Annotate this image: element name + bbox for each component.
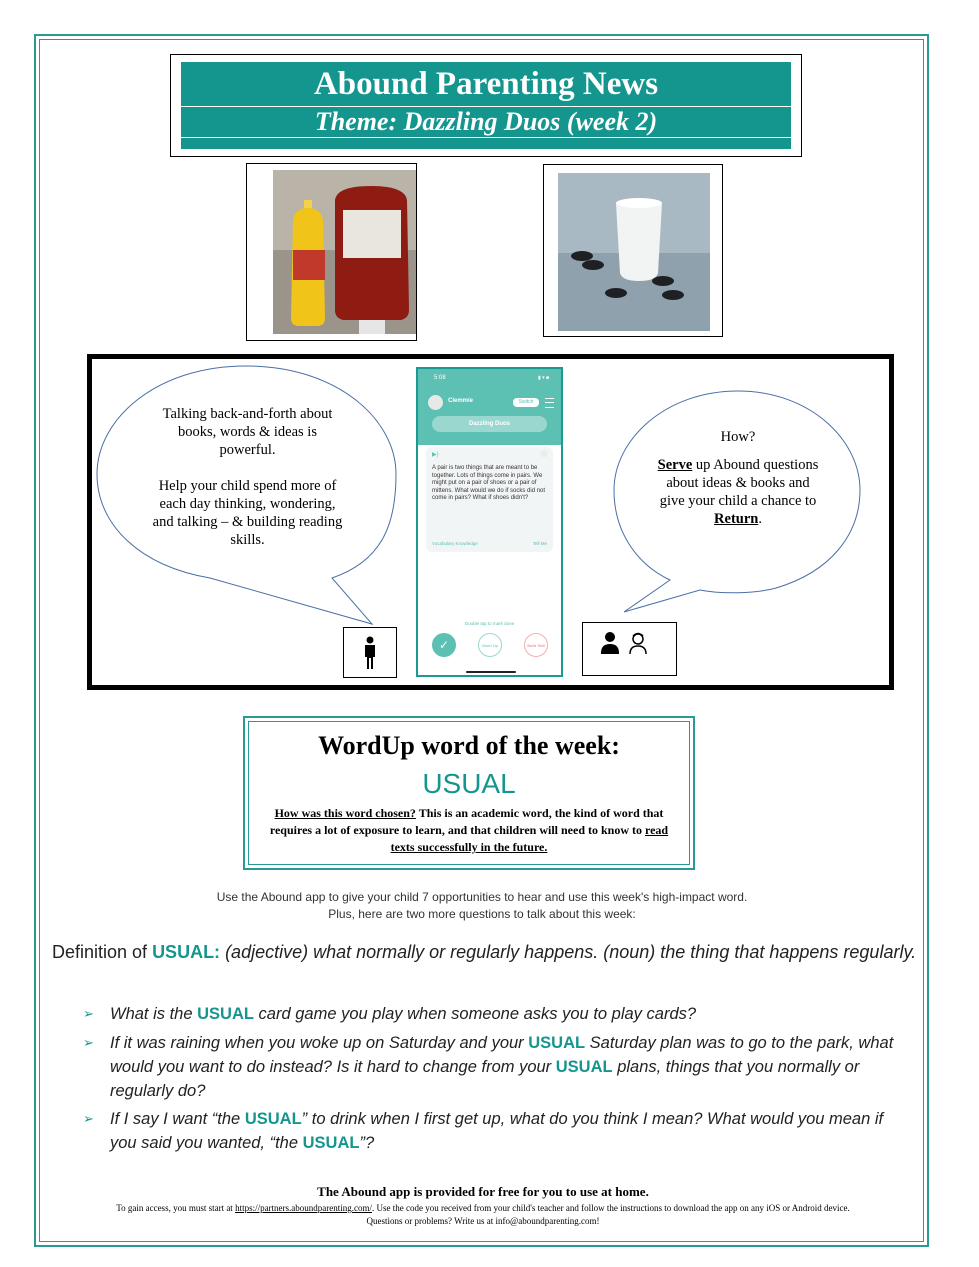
- q2-part-b: Saturday plan was to go to the park, what would you want to do instead? Is it hard to change from your: [110, 1034, 894, 1076]
- q1-word: USUAL: [197, 1005, 254, 1023]
- definition: [52, 940, 922, 965]
- question-1: [110, 1002, 910, 1026]
- description-text: This is an academic word, the kind of word that requires a lot of exposure to learn, and that children will need to know to: [269, 806, 664, 837]
- question-text: A pair is two things that are meant to be together. Lots of things come in pairs. We might put on a pair of shoes or a pair of mittens. What would we do if socks did not come in pairs? What if shoes didn't?: [432, 465, 546, 501]
- right-bubble-text: [654, 428, 822, 528]
- menu-icon[interactable]: [545, 398, 554, 408]
- q3-part-b: ” to drink when I first get up, what do you think I mean? What would you mean if you said you wanted, “the: [110, 1110, 884, 1152]
- q2-word-2: USUAL: [555, 1058, 613, 1076]
- child-icon: [344, 628, 398, 679]
- user-name[interactable]: Clemmie: [448, 398, 474, 404]
- question-3: [110, 1107, 910, 1155]
- q2-word-1: USUAL: [528, 1034, 586, 1052]
- left-bubble-paragraph-1: Talking back-and-forth about books, words & ideas is powerful.: [162, 406, 333, 458]
- q1-part-b: card game you play when someone asks you to play cards?: [253, 1005, 697, 1023]
- footer-access: [50, 1203, 916, 1213]
- double-tap-hint: Double tap to mark done: [464, 621, 515, 626]
- app-header: [418, 369, 561, 445]
- right-bubble-how: How?: [720, 429, 756, 445]
- left-bubble-text: [149, 405, 346, 549]
- partners-link[interactable]: https://partners.aboundparenting.com/: [235, 1203, 373, 1213]
- theme-pill[interactable]: Dazzling Duos: [432, 416, 547, 432]
- footer-access-a: To gain access, you must start at: [116, 1203, 236, 1213]
- footer-contact: Questions or problems? Write us at info@aboundparenting.com!: [366, 1216, 600, 1226]
- right-bubble-mid: up Abound questions about ideas & books and give your child a chance to: [659, 457, 819, 509]
- parent-child-icon: [583, 623, 678, 677]
- definition-text: (adjective) what normally or regularly happens. (noun) the thing that happens regularly.: [220, 942, 917, 962]
- abound-app-screenshot: [416, 367, 563, 677]
- how-chosen-heading: How was this word chosen?: [274, 806, 416, 820]
- description-link: read texts successfully in the future.: [390, 823, 669, 854]
- right-bubble-body: [654, 456, 822, 528]
- bullet-arrow-icon: ➢: [83, 1111, 94, 1126]
- word-of-week-title: WordUp word of the week:: [318, 731, 620, 760]
- intro-line-1: Use the Abound app to give your child 7 opportunities to hear and use this week's high-impact word.: [216, 890, 748, 904]
- q2-part-c: plans, things that you normally or regularly do?: [110, 1058, 860, 1100]
- definition-word: USUAL:: [152, 942, 221, 962]
- question-card: [426, 447, 553, 552]
- q3-word-1: USUAL: [244, 1110, 302, 1128]
- newsletter-title: Abound Parenting News: [181, 62, 791, 107]
- serve-word: Serve: [657, 457, 693, 473]
- word-up-button[interactable]: Word Up: [478, 633, 502, 657]
- q3-word-2: USUAL: [302, 1134, 360, 1152]
- build-skill-button[interactable]: Build Skill: [524, 633, 548, 657]
- left-bubble-paragraph-2: Help your child spend more of each day thinking, wondering, and talking – & building reading skills.: [152, 478, 343, 548]
- q3-part-a: If I say I want “the: [110, 1110, 245, 1128]
- q1-part-a: What is the: [110, 1005, 198, 1023]
- q3-part-c: ”?: [359, 1134, 375, 1152]
- done-check-button[interactable]: ✓: [432, 633, 456, 657]
- question-2: [110, 1031, 910, 1103]
- parent-child-icon-box: [582, 622, 677, 676]
- status-time: 5:08: [434, 375, 446, 381]
- footer-access-b: . Use the code you received from your child's teacher and follow the instructions to download the app on any iOS or Android device.: [372, 1203, 850, 1213]
- vocabulary-tag: Vocabulary Knowledge: [432, 540, 478, 546]
- child-icon-box: [343, 627, 397, 678]
- bullet-arrow-icon: ➢: [83, 1006, 94, 1021]
- footer-title: The Abound app is provided for free for you to use at home.: [317, 1184, 649, 1199]
- help-icon[interactable]: ⓘ: [540, 452, 547, 458]
- theme-title: Theme: Dazzling Duos (week 2): [181, 107, 791, 138]
- q2-part-a: If it was raining when you woke up on Saturday and your: [110, 1034, 529, 1052]
- word-of-week: USUAL: [422, 768, 516, 799]
- right-bubble-end: .: [758, 511, 762, 527]
- intro-line-2: Plus, here are two more questions to talk about this week:: [328, 907, 636, 921]
- return-word: Return: [714, 511, 759, 527]
- switch-button[interactable]: Switch: [513, 398, 539, 407]
- word-of-week-description: [260, 805, 678, 856]
- home-indicator: [466, 671, 516, 673]
- bullet-arrow-icon: ➢: [83, 1035, 94, 1050]
- definition-prefix: Definition of: [52, 942, 153, 962]
- avatar[interactable]: [428, 395, 443, 410]
- status-icons: ▮ ▾ ■: [537, 375, 549, 381]
- tell-me-link[interactable]: Tell Me: [532, 540, 547, 546]
- speaker-icon[interactable]: ▶): [432, 452, 439, 458]
